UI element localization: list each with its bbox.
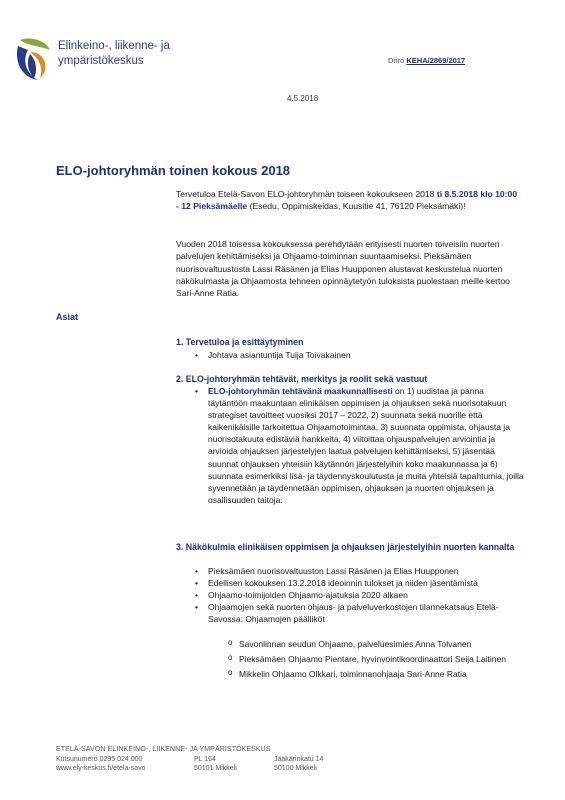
- list-item: • Edellisen kokouksen 13.2.2018 ideoinnin tulokset ja niiden jäsentämistä: [195, 577, 525, 589]
- section-1-heading: 1. Tervetuloa ja esittäytyminen: [176, 337, 304, 347]
- footer-po-city: 50101 Mikkeli: [194, 765, 237, 772]
- elo-task-highlight: ELO-johtoryhmän tehtävänä maakunnallisesti: [208, 386, 393, 396]
- page-title: ELO-johtoryhmän toinen kokous 2018: [56, 163, 291, 178]
- sub-list-item: o Mikkelin Ohjaamo Olkkari, toiminnanohjaaja Sari-Anne Ratia: [228, 668, 528, 680]
- sub-list-item: o Pieksämäen Ohjaamo Pientare, hyvinvointikoordinaattori Seija Laitinen: [228, 653, 528, 665]
- list-item: [195, 385, 525, 506]
- section-2-heading: 2. ELO-johtoryhmän tehtävät, merkitys ja roolit sekä vastuut: [176, 374, 428, 384]
- intro-text-end: (Esedu, Oppimiskeidas, Kuusitie 41, 76120 Pieksämäki)!: [247, 201, 466, 212]
- intro-paragraph-2: Vuoden 2018 toisessa kokouksessa perehdytään erityisesti nuorten toiveisiin nuorten palvelujen kehittämiseksi ja Ohjaamo-toiminnan suuntaamiseksi. Pieksämäen nuorisovaltuustosta Lassi Räsänen ja Elias Huupponen alustavat keskustelua nuorten näkökulmasta ja Ohjaamosta tehneen opinnäytetyön tuloksista puolestaan meille kertoo Sari-Anne Ratia.: [176, 239, 510, 299]
- sub-list-item: o Savonlinnan seudun Ohjaamo, palveluesimies Anna Tolvanen: [228, 638, 528, 650]
- org-line-2: ympäristökeskus: [58, 55, 144, 67]
- section-3-sublist: [228, 638, 528, 680]
- footer-phone: Kutsunumero 0295 024 000: [56, 755, 143, 763]
- section-1-list: [195, 349, 525, 361]
- dnro-value[interactable]: KEHA/2869/2017: [406, 56, 466, 65]
- list-item: • Ohjaamo-toimijoiden Ohjaamo-ajatuksia 2020 alkaen: [195, 589, 525, 601]
- section-3-heading: 3. Näkökulmia elinikäisen oppimisen ja ohjauksen järjestelyihin nuorten kannalta: [176, 542, 515, 552]
- intro-text-start: Tervetuloa Etelä-Savon ELO-johtoryhmän toiseen kokoukseen 2018: [176, 189, 437, 199]
- elo-task-text: on 1) uudistaa ja panna täytäntöön maakuntaan elinikäisen oppimisen ja ohjauksen sekä nuorisotakuun strategiset tavoitteet vuosiksi 2017 – 2022, 2) suunnata sekä nuorille että kaikenikäisille tarkoitettua Ohjaamotoimintaa, 3) suunnata oppimista, ohjausta ja nuorisotakuuta edistäviä hankkeita, 4) viitoittaa ohjauspalvelujen arviointia ja arvioida ohjauksen järjestelyjen laatua palvelujen kehittämiseksi, 5) jäsentää suunnat ohjauksen yhteisiin käytännön järjestelyihin koko maakunnassa ja 6) suunnata esimerkiksi lisä- ja täydennyskoulutusta ja muita yhteisiä tapahtumia, joilla syvennetään ja täydennetään oppimisen, ohjauksen ja nuorten ohjauksen ja osallisuuden taitoja.: [208, 386, 524, 505]
- dnro-label: Dnro: [388, 56, 405, 65]
- list-item: • Ohjaamojen sekä nuorten ohjaus- ja palveluverkostojen tilannekatsaus Etelä-Savossa: Ohjaamojen päälliköt: [195, 601, 525, 625]
- footer: [56, 745, 323, 774]
- document-number: [388, 56, 465, 65]
- organization-name: [58, 39, 170, 69]
- section-2-list: [195, 385, 525, 506]
- section-3-list: [195, 565, 525, 625]
- intro-paragraph-1: [176, 188, 520, 213]
- footer-street: Jääkärinkatu 14: [274, 755, 324, 763]
- list-item: • Pieksämäen nuorisovaltuuston Lassi Räsänen ja Elias Huupponen: [195, 565, 525, 577]
- footer-website[interactable]: www.ely-keskus.fi/etela-savo: [56, 765, 146, 772]
- footer-street-city: 50100 Mikkeli: [274, 765, 317, 772]
- footer-org: ETELÄ-SAVON ELINKEINO-, LIIKENNE- JA YMPÄRISTÖKESKUS: [56, 746, 271, 753]
- ely-logo-icon: [16, 36, 52, 82]
- document-date: 4.5.2018: [287, 94, 319, 103]
- org-line-1: Elinkeino-, liikenne- ja: [58, 40, 170, 52]
- meeting-time-place: ti 8.5.2018 klo 10:00 - 12 Pieksämäelle: [176, 189, 518, 212]
- footer-po-box: PL 164: [194, 755, 216, 763]
- agenda-label: Asiat: [56, 312, 79, 322]
- list-item: • Johtava asiantuntija Tuija Toivakainen: [195, 349, 525, 361]
